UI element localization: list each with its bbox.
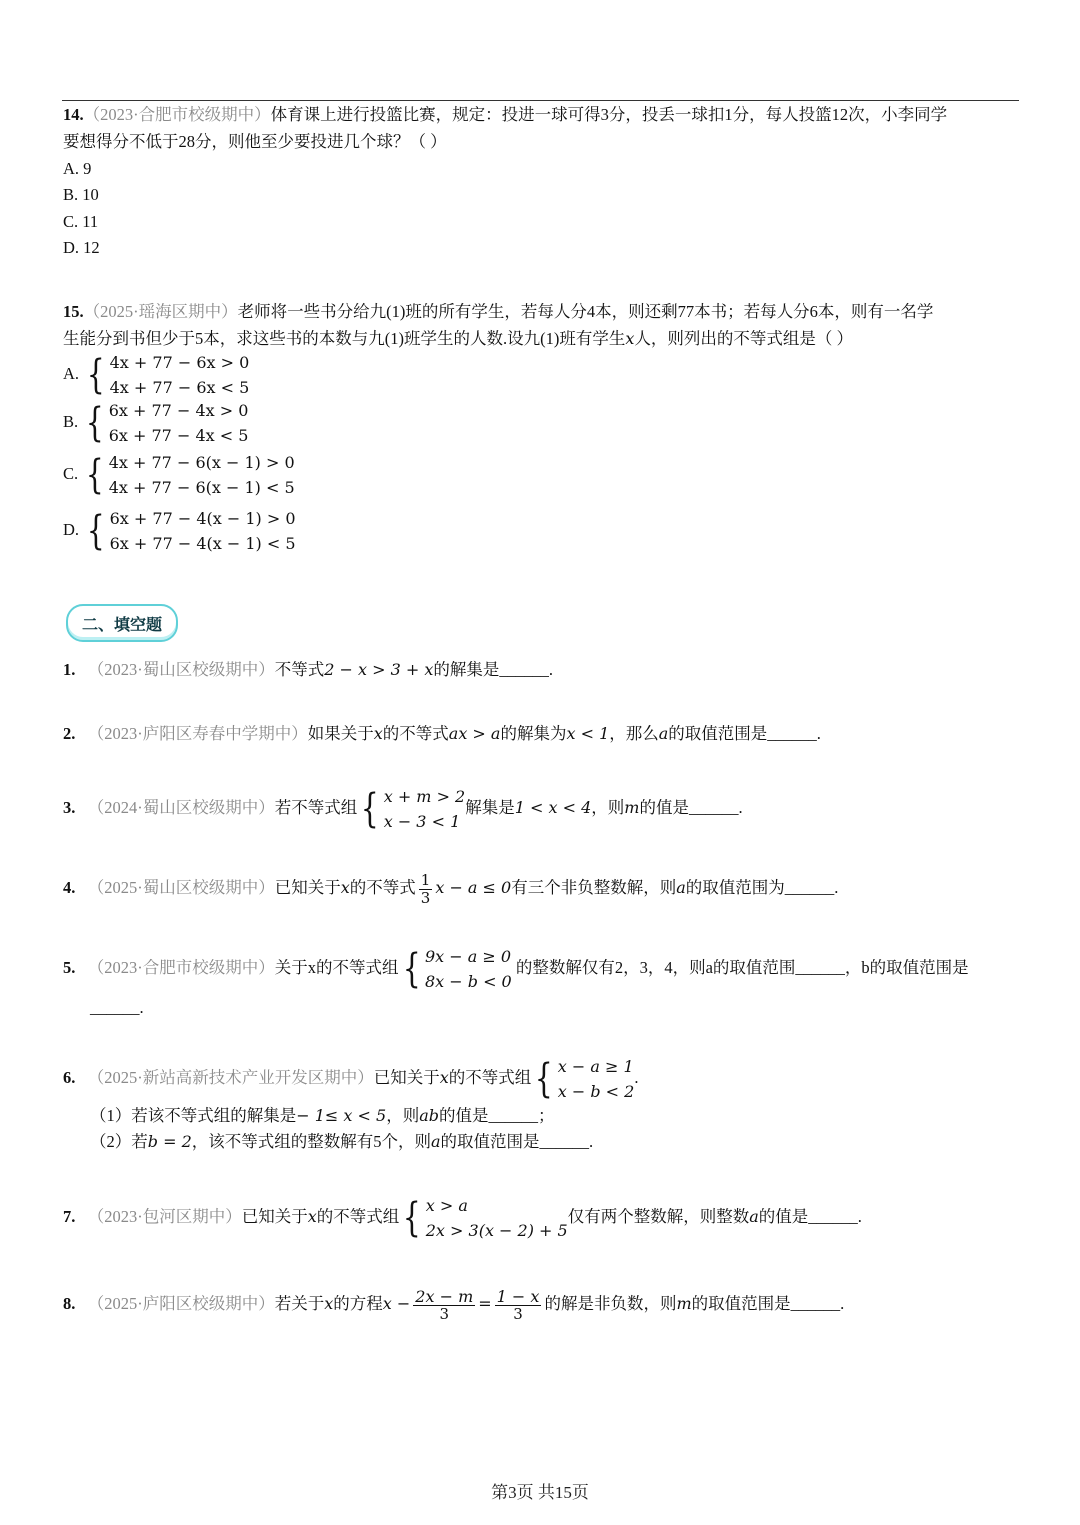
- q15-option-d[interactable]: [63, 506, 296, 556]
- f5-text2: 的整数解仅有2，3，4，则a的取值范围______，b的取值范围是: [511, 958, 969, 977]
- f6-line1: [63, 1053, 638, 1104]
- q15-text1: 老师将一些书分给九(1)班的所有学生，若每人分4本，则还剩77本书；若每人分6本，则有一名学: [237, 302, 934, 321]
- f3-system: [357, 784, 465, 834]
- f2-source: （2023·庐阳区寿春中学期中）: [87, 724, 308, 743]
- f5-text1: 关于x的不等式组: [274, 958, 399, 977]
- f6-text1: 已知关于: [373, 1068, 440, 1087]
- f8-text1: 若关于: [274, 1294, 325, 1313]
- q15-option-c-row2: 4x + 77 − 6(x − 1) < 5: [108, 478, 295, 497]
- q15-option-c[interactable]: [63, 450, 295, 500]
- f8-fraction-left: [413, 1288, 475, 1323]
- q14-source: （2023·合肥市校级期中）: [83, 105, 271, 124]
- f5-row1: 9x − a ≥ 0: [424, 947, 512, 967]
- f1-expr: 2 − x > 3 + x: [324, 660, 434, 679]
- q15-option-c-row1: 4x + 77 − 6(x − 1) > 0: [108, 453, 295, 472]
- f1-line: [63, 659, 553, 681]
- q15-number: 15.: [63, 302, 84, 321]
- f6-system: [531, 1054, 634, 1104]
- q15-option-b-row2: 6x + 77 − 4x < 5: [108, 426, 249, 445]
- f6-var-x: x: [439, 1068, 449, 1087]
- f2-text5: 的取值范围是______.: [668, 724, 821, 743]
- f8-source: （2025·庐阳区校级期中）: [87, 1294, 275, 1313]
- f7-text3: 仅有两个整数解，则整数: [567, 1207, 750, 1226]
- q14-line1: [63, 104, 947, 126]
- f1-text1: 不等式: [274, 660, 325, 679]
- f3-number: 3.: [63, 798, 76, 817]
- brace-icon: {: [535, 1056, 553, 1103]
- f8-denominator-right: 3: [513, 1304, 523, 1323]
- f6-sub2-text3: 的取值范围是______.: [440, 1132, 594, 1151]
- f6-sub1: [90, 1105, 554, 1127]
- f8-number: 8.: [63, 1294, 76, 1313]
- f1-text2: 的解集是______.: [433, 660, 554, 679]
- f5-line1: [63, 943, 969, 994]
- f2-text1: 如果关于: [307, 724, 374, 743]
- f4-text4: 的取值范围为______.: [685, 878, 839, 897]
- f8-line: [63, 1282, 844, 1326]
- f6-sub1-text2: ，则: [386, 1106, 420, 1125]
- f8-var-x: x: [324, 1294, 334, 1313]
- f6-sub1-expr: − 1≤ x < 5: [296, 1106, 387, 1125]
- f7-number: 7.: [63, 1207, 76, 1226]
- q15-line1: [63, 301, 933, 323]
- f3-text4: 的值是______.: [639, 798, 743, 817]
- q14-option-d[interactable]: D. 12: [63, 238, 100, 257]
- q15-option-d-row2: 6x + 77 − 4(x − 1) < 5: [109, 534, 296, 553]
- q15-text2b: 人，则列出的不等式组是（ ）: [634, 329, 854, 348]
- f7-var-a: a: [749, 1207, 759, 1226]
- f6-row1: x − a ≥ 1: [557, 1057, 634, 1077]
- f6-sub2-var: a: [431, 1132, 441, 1151]
- q14-option-a[interactable]: A. 9: [63, 159, 92, 178]
- q15-option-a[interactable]: [63, 350, 249, 400]
- f7-row1: x > a: [425, 1196, 468, 1216]
- f2-var-a: a: [658, 724, 669, 743]
- f6-sub2-text2: ，该不等式组的整数解有5个，则: [191, 1132, 431, 1151]
- f8-text2: 的方程: [333, 1294, 383, 1313]
- brace-icon: {: [403, 1195, 421, 1242]
- f6-sub1-text1: （1）若该不等式组的解集是: [90, 1106, 297, 1125]
- q15-source: （2025·瑶海区期中）: [83, 302, 238, 321]
- f4-var-x: x: [340, 878, 350, 897]
- brace-icon: {: [402, 946, 421, 993]
- f6-sub1-text3: 的值是______；: [438, 1106, 555, 1125]
- q15-option-b-label: B.: [63, 411, 79, 431]
- f4-number: 4.: [63, 878, 76, 897]
- q15-option-d-label: D.: [63, 519, 80, 539]
- q15-option-c-system: [82, 450, 294, 500]
- q14-number: 14.: [63, 105, 84, 124]
- q15-option-a-system: [83, 350, 249, 400]
- f6-sub2-expr: b = 2: [147, 1132, 192, 1151]
- f6-text2: 的不等式组: [448, 1068, 532, 1087]
- f8-denominator-left: 3: [439, 1304, 450, 1323]
- top-rule: [62, 100, 1019, 101]
- f3-line: [63, 783, 743, 834]
- f3-row2: x − 3 < 1: [383, 812, 461, 832]
- brace-icon: {: [86, 400, 104, 446]
- f6-number: 6.: [63, 1068, 76, 1087]
- f7-row2: 2x > 3(x − 2) + 5: [425, 1221, 568, 1241]
- q14-option-c[interactable]: C. 11: [63, 212, 99, 231]
- f4-source: （2025·蜀山区校级期中）: [87, 878, 275, 897]
- f4-denominator: 3: [420, 888, 431, 907]
- f1-number: 1.: [63, 660, 76, 679]
- section-title-badge: 二、填空题: [66, 604, 178, 642]
- f5-system: [399, 944, 512, 994]
- q15-option-b[interactable]: [63, 398, 248, 448]
- f5-number: 5.: [63, 958, 76, 977]
- f7-text4: 的值是______.: [758, 1207, 862, 1226]
- f4-expr: x − a ≤ 0: [435, 878, 512, 897]
- brace-icon: {: [361, 786, 379, 833]
- f2-number: 2.: [63, 724, 76, 743]
- f3-text1: 若不等式组: [274, 798, 358, 817]
- q15-option-c-label: C.: [63, 463, 79, 483]
- f4-numerator: 1: [420, 870, 431, 889]
- f8-expr: x −: [382, 1294, 411, 1313]
- brace-icon: {: [86, 352, 105, 398]
- f8-var-m: m: [676, 1294, 692, 1313]
- f3-text3: ，则: [591, 798, 625, 817]
- f3-row1: x + m > 2: [383, 787, 466, 807]
- f2-expr2: x < 1: [566, 724, 610, 743]
- f6-text3: .: [634, 1068, 639, 1087]
- f2-text3: 的解集为: [500, 724, 567, 743]
- f8-numerator-right: 1 − x: [496, 1286, 540, 1306]
- q15-option-b-system: [82, 398, 248, 448]
- f3-expr: 1 < x < 4: [514, 798, 592, 817]
- brace-icon: {: [86, 452, 104, 498]
- f8-text3: 的解是非负数，则: [544, 1294, 677, 1313]
- f6-row2: x − b < 2: [557, 1082, 635, 1102]
- q15-text2a: 生能分到书但少于5本，求这些书的本数与九(1)班学生的人数.设九(1)班有学生: [63, 329, 626, 348]
- f4-text2: 的不等式: [349, 878, 416, 897]
- f6-source: （2025·新站高新技术产业开发区期中）: [87, 1068, 374, 1087]
- f8-numerator-left: 2x − m: [415, 1286, 474, 1306]
- f7-text2: 的不等式组: [316, 1207, 400, 1226]
- q15-line2: [63, 328, 853, 350]
- f6-sub2-text1: （2）若: [90, 1132, 148, 1151]
- q14-line2: 要想得分不低于28分，则他至少要投进几个球？（ ）: [63, 132, 447, 151]
- f8-text4: 的取值范围是______.: [691, 1294, 845, 1313]
- f8-fraction-right: [495, 1288, 542, 1323]
- f2-line: [63, 723, 821, 745]
- f8-equals: =: [478, 1294, 492, 1313]
- f7-text1: 已知关于: [241, 1207, 308, 1226]
- f5-source: （2023·合肥市校级期中）: [87, 958, 275, 977]
- f4-line: [63, 868, 838, 908]
- f7-source: （2023·包河区期中）: [87, 1207, 242, 1226]
- q15-option-a-label: A.: [63, 363, 80, 383]
- f2-expr1: ax > a: [448, 724, 501, 743]
- f3-var-m: m: [624, 798, 640, 817]
- q15-option-a-row1: 4x + 77 − 6x > 0: [109, 353, 250, 372]
- page-footer: 第3页 共15页: [491, 1483, 589, 1502]
- f4-text1: 已知关于: [274, 878, 341, 897]
- f6-sub1-var: ab: [419, 1106, 439, 1125]
- f4-fraction: [419, 872, 433, 907]
- brace-icon: {: [86, 508, 105, 554]
- q15-option-d-system: [83, 506, 295, 556]
- f2-text2: 的不等式: [382, 724, 449, 743]
- q15-option-a-row2: 4x + 77 − 6x < 5: [109, 378, 250, 397]
- f7-system: [399, 1193, 567, 1243]
- f2-text4: ，那么: [609, 724, 659, 743]
- q15-var-x: x: [625, 329, 635, 348]
- f3-source: （2024·蜀山区校级期中）: [87, 798, 275, 817]
- f2-var-x: x: [373, 724, 383, 743]
- q15-option-b-row1: 6x + 77 − 4x > 0: [108, 401, 249, 420]
- f1-source: （2023·蜀山区校级期中）: [87, 660, 275, 679]
- q14-option-b[interactable]: B. 10: [63, 185, 99, 204]
- f7-var-x: x: [307, 1207, 317, 1226]
- q15-option-d-row1: 6x + 77 − 4(x − 1) > 0: [109, 509, 296, 528]
- q14-text1: 体育课上进行投篮比赛，规定：投进一球可得3分，投丢一球扣1分，每人投篮12次，小李同学: [270, 105, 948, 124]
- f4-var-a: a: [676, 878, 686, 897]
- f7-line: [63, 1192, 862, 1243]
- f3-text2: 解集是: [465, 798, 515, 817]
- f4-text3: 有三个非负整数解，则: [511, 878, 677, 897]
- f5-row2: 8x − b < 0: [424, 972, 512, 992]
- f5-line2: ______.: [90, 998, 144, 1017]
- f6-sub2: [90, 1131, 593, 1153]
